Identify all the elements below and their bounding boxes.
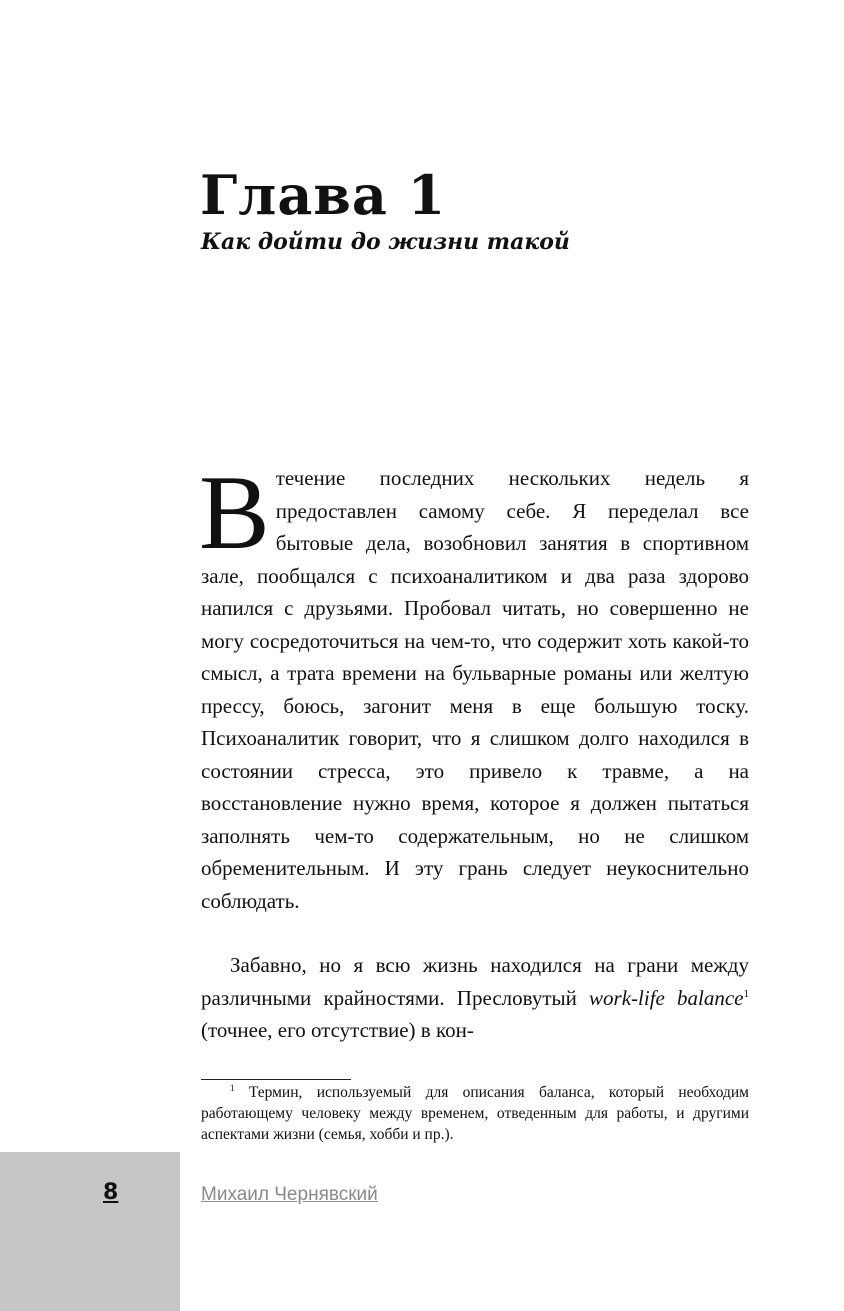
term-work-life-balance: work-life balance [589,985,744,1010]
body-text [199,454,750,1047]
paragraph-2 [201,949,749,1047]
chapter-subtitle: Как дойти до жизни такой [201,229,570,255]
page-number: 8 [103,1180,119,1205]
footnote [201,1082,749,1145]
chapter-heading: Глава 1 [200,163,447,227]
footnote-marker: 1 [230,1082,235,1093]
paragraph-2-text-start: Забавно, но я всю жизнь находился на грани между различными крайностями. Пресловутый [201,953,749,1010]
paragraph-1 [199,454,749,917]
paragraph-1-text: течение последних нескольких недель я предоставлен самому себе. Я переделал все бытовые дела, возобновил занятия в спортивном зале, пообщался с психоаналитиком и два раза здорово напился с друзьями. Пробовал читать, но совершенно не могу сосредоточиться на чем-то, что содержит хоть какой-то смысл, а трата времени на бульварные романы или желтую прессу, боюсь, загонит меня в еще большую тоску. Психоаналитик говорит, что я слишком долго находился в состоянии стресса, это привело к травме, а на восстановление нужно время, которое я должен пытаться заполнять чем-то содержательным, но не слишком обременительным. И эту грань следует неукоснительно соблюдать. [201,466,749,913]
paragraph-2-text-end: (точнее, его отсутствие) в кон- [201,1018,474,1042]
drop-cap: В [199,454,270,571]
page-number-tab [0,1152,180,1311]
author-name: Михаил Чернявский [201,1184,378,1205]
footnote-text: Термин, используемый для описания баланса, который необходим работающему человеку между временем, отведенным для работы, и другими аспектами жизни (семья, хобби и пр.). [201,1084,749,1143]
footnote-divider [201,1079,351,1080]
footnote-reference[interactable]: 1 [743,987,750,1000]
